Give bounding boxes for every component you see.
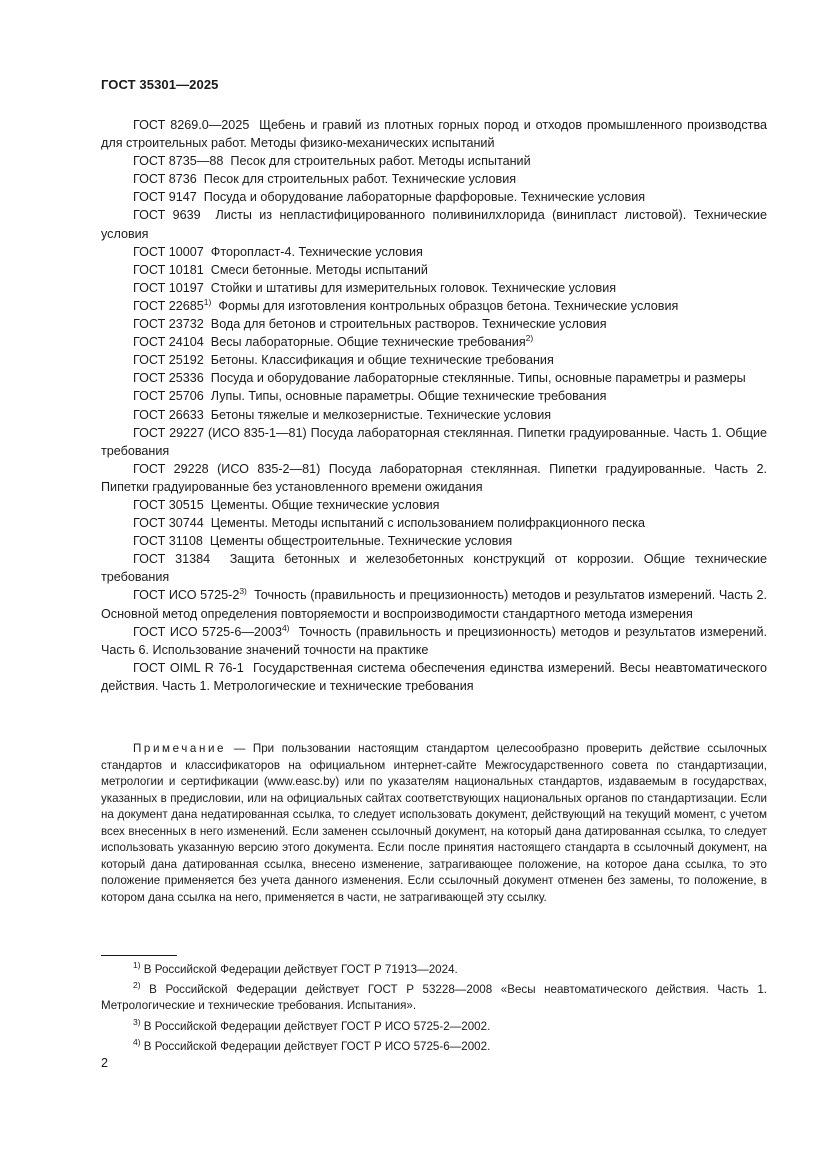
reference-code: ГОСТ 9147 [133,190,197,205]
reference-item [101,387,767,405]
reference-code: ГОСТ 10181 [133,262,204,277]
footnote-mark: 3) [133,1016,141,1027]
reference-title: Фторопласт-4. Технические условия [210,244,423,259]
reference-title: Бетоны. Классификация и общие технические требования [210,353,554,368]
footnote-item [101,982,767,1014]
reference-code: ГОСТ 10007 [133,244,204,259]
reference-item [101,243,767,261]
reference-code: ГОСТ 30744 [133,516,204,531]
reference-title: Государственная система обеспечения единства измерений. Весы неавтоматического действия. Часть 1. Метрологические и технические требования [101,660,767,693]
reference-item [101,333,767,351]
reference-item [101,279,767,297]
reference-code: ГОСТ 8736 [133,172,197,187]
footnote-item [101,962,767,978]
reference-item [101,297,767,315]
footnote-marker: 3) [239,586,247,597]
reference-item [101,315,767,333]
reference-code: ГОСТ 9639 [133,208,201,223]
reference-code: ГОСТ 30515 [133,497,204,512]
normative-references-list [101,116,767,695]
reference-item [101,369,767,387]
reference-code: ГОСТ 8269.0—2025 [133,118,250,132]
reference-title: Точность (правильность и прецизионность) методов и результатов измерений. Часть 6. Использование значений точности на практике [101,624,767,657]
note-paragraph [101,741,767,906]
footnote-text: В Российской Федерации действует ГОСТ Р ИСО 5725-6—2002. [143,1039,491,1053]
footnote-text: В Российской Федерации действует ГОСТ Р ИСО 5725-2—2002. [143,1019,491,1033]
reference-item [101,460,767,496]
reference-title: Посуда и оборудование лабораторные стеклянные. Типы, основные параметры и размеры [210,371,746,386]
reference-code: ГОСТ 24104 [133,335,204,350]
reference-title: Посуда и оборудование лабораторные фарфоровые. Технические условия [203,190,646,205]
reference-code: ГОСТ 8735—88 [133,154,224,169]
reference-title: Посуда лабораторная стеклянная. Пипетки градуированные. Часть 2. Пипетки градуированные без установленного времени ожидания [101,461,767,494]
footnote-text: В Российской Федерации действует ГОСТ Р 71913—2024. [143,963,458,976]
reference-item [101,550,767,586]
reference-item [101,351,767,369]
reference-code: ГОСТ 29228 (ИСО 835-2—81) [133,461,321,476]
reference-title: Песок для строительных работ. Методы испытаний [230,154,531,169]
reference-item [101,116,767,152]
reference-item [101,406,767,424]
reference-title: Цементы общестроительные. Технические условия [209,534,513,549]
reference-code: ГОСТ 22685 [133,298,204,313]
reference-code: ГОСТ ИСО 5725-2 [133,588,240,603]
reference-item [101,261,767,279]
footnotes [101,962,767,1059]
reference-item [101,586,767,622]
footnote-marker: 4) [281,622,290,633]
reference-code: ГОСТ 31108 [133,534,203,549]
reference-item [101,152,767,170]
footnote-mark: 2) [133,980,141,991]
reference-item [101,496,767,514]
document-header: ГОСТ 35301—2025 [101,77,219,92]
reference-code: ГОСТ 25192 [133,353,204,368]
reference-item [101,170,767,188]
reference-item [101,514,767,532]
reference-code: ГОСТ 29227 (ИСО 835-1—81) [133,425,307,440]
page-number: 2 [101,1056,109,1070]
reference-title: Смеси бетонные. Методы испытаний [210,262,428,277]
reference-code: ГОСТ 25706 [133,389,204,404]
reference-title: Стойки и штативы для измерительных головок. Технические условия [210,280,617,295]
reference-item [101,623,767,659]
reference-code: ГОСТ 26633 [133,407,204,422]
footnote-mark: 1) [133,960,141,970]
reference-title: Формы для изготовления контрольных образцов бетона. Технические условия [218,298,679,313]
reference-code: ГОСТ OIML R 76-1 [133,660,244,675]
note-label: Примечание [133,742,227,755]
reference-title: Лупы. Типы, основные параметры. Общие технические требования [210,389,607,404]
reference-title: Защита бетонных и железобетонных конструкций от коррозии. Общие технические требования [101,552,767,585]
reference-item [101,659,767,695]
reference-title: Точность (правильность и прецизионность) методов и результатов измерений. Часть 2. Основной метод определения повторяемости и воспроизводимости стандартного метода измерения [101,588,767,621]
footnote-marker: 2) [525,333,534,344]
reference-item [101,532,767,550]
reference-title: Посуда лабораторная стеклянная. Пипетки градуированные. Часть 1. Общие требования [101,425,768,458]
reference-title: Щебень и гравий из плотных горных пород и отходов промышленного производства для строительных работ. Методы физико-механических испытаний [101,118,768,151]
reference-code: ГОСТ 23732 [133,317,204,332]
footnote-text: В Российской Федерации действует ГОСТ Р 53228—2008 «Весы неавтоматического действия. Часть 1. Метрологические и технические требования. Испытания». [101,983,767,1013]
reference-title: Вода для бетонов и строительных растворов. Технические условия [210,317,607,332]
reference-title: Цементы. Методы испытаний с использованием полифракционного песка [210,516,646,531]
reference-code: ГОСТ 31384 [133,552,211,567]
footnote-item [101,1016,767,1035]
reference-title: Листы из непластифицированного поливинилхлорида (винипласт листовой). Технические условия [101,208,768,241]
reference-item [101,424,767,460]
reference-code: ГОСТ 10197 [133,280,204,295]
reference-code: ГОСТ ИСО 5725-6—2003 [133,624,282,639]
footnote-marker: 1) [203,296,212,307]
note-text: — При пользовании настоящим стандартом целесообразно проверить действие ссылочных стандартов и классификаторов на официальном интернет-сайте Межгосударственного совета по стандартизации, метрологии и сертификации (www.easc.by) или по указателям национальных стандартов, издаваемым в государствах, указанных в предисловии, или на официальных сайтах соответствующих национальных органов по стандартизации. Если на документ дана недатированная ссылка, то следует использовать документ, действующий на текущий момент, с учетом всех внесенных в него изменений. Если заменен ссылочный документ, на который дана датированная ссылка, то следует использовать указанную версию этого документа. Если после принятия настоящего стандарта в ссылочный документ, на который дана датированная ссылка, внесено изменение, затрагивающее положение, на которое дана ссылка, то это положение применяется без учета данного изменения. Если ссылочный документ отменен без замены, то положение, в котором дана ссылка на него, применяется в части, не затрагивающей эту ссылку. [101,742,767,904]
reference-code: ГОСТ 25336 [133,371,204,386]
footnote-mark: 4) [133,1036,141,1047]
reference-title: Цементы. Общие технические условия [210,497,440,512]
reference-item [101,188,767,206]
reference-title: Весы лабораторные. Общие технические требования [210,335,526,350]
reference-title: Бетоны тяжелые и мелкозернистые. Технические условия [210,407,552,422]
footnote-item [101,1036,767,1055]
reference-title: Песок для строительных работ. Технические условия [203,172,517,187]
footnote-separator [101,955,177,956]
reference-item [101,206,767,242]
